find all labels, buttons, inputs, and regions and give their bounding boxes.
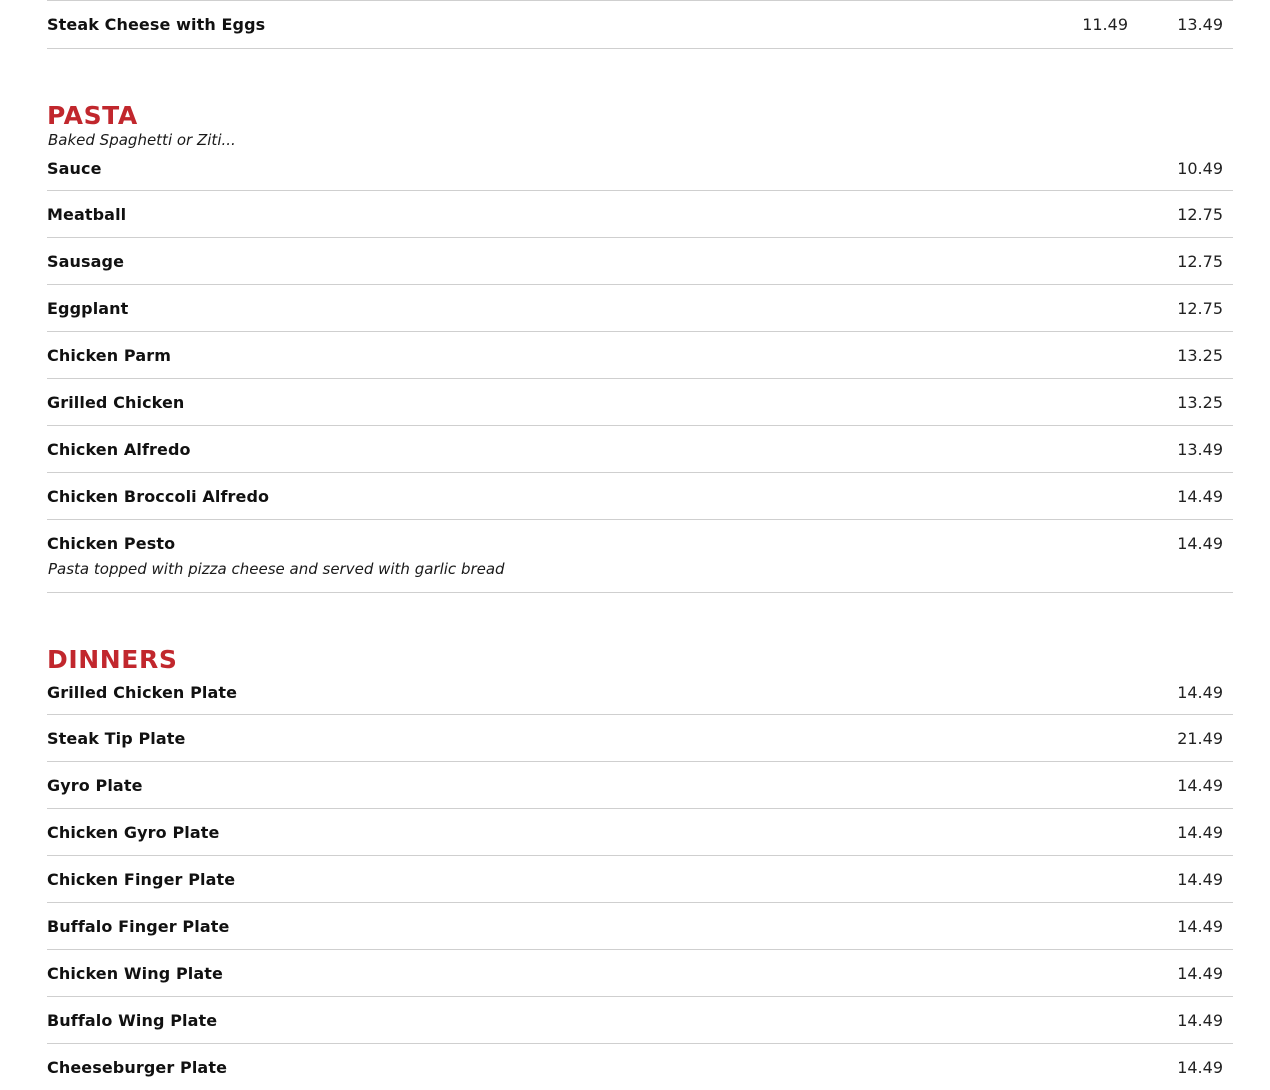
menu-item-name: Grilled Chicken Plate <box>47 683 238 702</box>
menu-item-name: Buffalo Wing Plate <box>47 1011 218 1030</box>
menu-item-name: Chicken Parm <box>47 346 171 365</box>
menu-item-price: 12.75 <box>1177 205 1223 224</box>
dinners-section <box>47 645 1233 1090</box>
menu-item-name: Buffalo Finger Plate <box>47 917 230 936</box>
menu-item-price: 13.25 <box>1177 346 1223 365</box>
menu-item <box>47 426 1233 473</box>
menu-item <box>47 762 1233 809</box>
menu-item-name: Chicken Broccoli Alfredo <box>47 487 270 506</box>
menu-item-price: 21.49 <box>1177 729 1223 748</box>
menu-item <box>47 715 1233 762</box>
section-title: DINNERS <box>47 645 178 674</box>
menu-item <box>47 379 1233 426</box>
menu-item-name: Chicken Pesto <box>47 534 176 553</box>
menu-item-price-small: 11.49 <box>1082 15 1128 34</box>
menu-item-name: Eggplant <box>47 299 129 318</box>
menu-item-name: Sausage <box>47 252 125 271</box>
menu-item <box>47 473 1233 520</box>
menu-item-name: Grilled Chicken <box>47 393 185 412</box>
menu-item-price: 14.49 <box>1177 1011 1223 1030</box>
menu-item-price-large: 13.49 <box>1177 15 1223 34</box>
menu-item <box>47 809 1233 856</box>
menu-item-price: 14.49 <box>1177 683 1223 702</box>
menu-item <box>47 856 1233 903</box>
menu-item-price: 14.49 <box>1177 776 1223 795</box>
menu-item-price: 13.49 <box>1177 440 1223 459</box>
menu-item-description: Pasta topped with pizza cheese and served with garlic bread <box>48 560 505 578</box>
menu-item-name: Chicken Alfredo <box>47 440 191 459</box>
menu-item-price: 14.49 <box>1177 487 1223 506</box>
menu-item-price: 13.25 <box>1177 393 1223 412</box>
menu-item <box>47 152 1233 191</box>
menu-item-price: 12.75 <box>1177 299 1223 318</box>
menu-item <box>47 903 1233 950</box>
menu-item-name: Steak Cheese with Eggs <box>47 15 266 34</box>
menu-page <box>47 0 1233 1090</box>
menu-item-name: Chicken Finger Plate <box>47 870 236 889</box>
menu-item <box>47 997 1233 1044</box>
menu-item-name: Steak Tip Plate <box>47 729 186 748</box>
menu-item-price: 14.49 <box>1177 1058 1223 1077</box>
menu-list <box>47 676 1233 1090</box>
menu-item <box>47 676 1233 715</box>
menu-item-name: Gyro Plate <box>47 776 143 795</box>
menu-item <box>47 950 1233 997</box>
section-title: PASTA <box>47 101 138 130</box>
menu-item-name: Chicken Wing Plate <box>47 964 223 983</box>
menu-item <box>47 191 1233 238</box>
menu-item <box>47 285 1233 332</box>
menu-item-price: 14.49 <box>1177 534 1223 553</box>
menu-item-price: 14.49 <box>1177 964 1223 983</box>
menu-item-price: 10.49 <box>1177 159 1223 178</box>
menu-item <box>47 238 1233 285</box>
menu-item <box>47 332 1233 379</box>
menu-item <box>47 520 1233 593</box>
menu-item-name: Cheeseburger Plate <box>47 1058 228 1077</box>
menu-item-price: 14.49 <box>1177 917 1223 936</box>
menu-item-price: 14.49 <box>1177 823 1223 842</box>
menu-item <box>47 1044 1233 1090</box>
menu-item-name: Chicken Gyro Plate <box>47 823 220 842</box>
menu-item-name: Meatball <box>47 205 127 224</box>
menu-item <box>47 1 1233 49</box>
menu-item-price: 14.49 <box>1177 870 1223 889</box>
menu-item-name: Sauce <box>47 159 102 178</box>
menu-item-price: 12.75 <box>1177 252 1223 271</box>
section-subtitle: Baked Spaghetti or Ziti... <box>48 131 236 149</box>
pasta-section <box>47 101 1233 593</box>
menu-list <box>47 152 1233 593</box>
